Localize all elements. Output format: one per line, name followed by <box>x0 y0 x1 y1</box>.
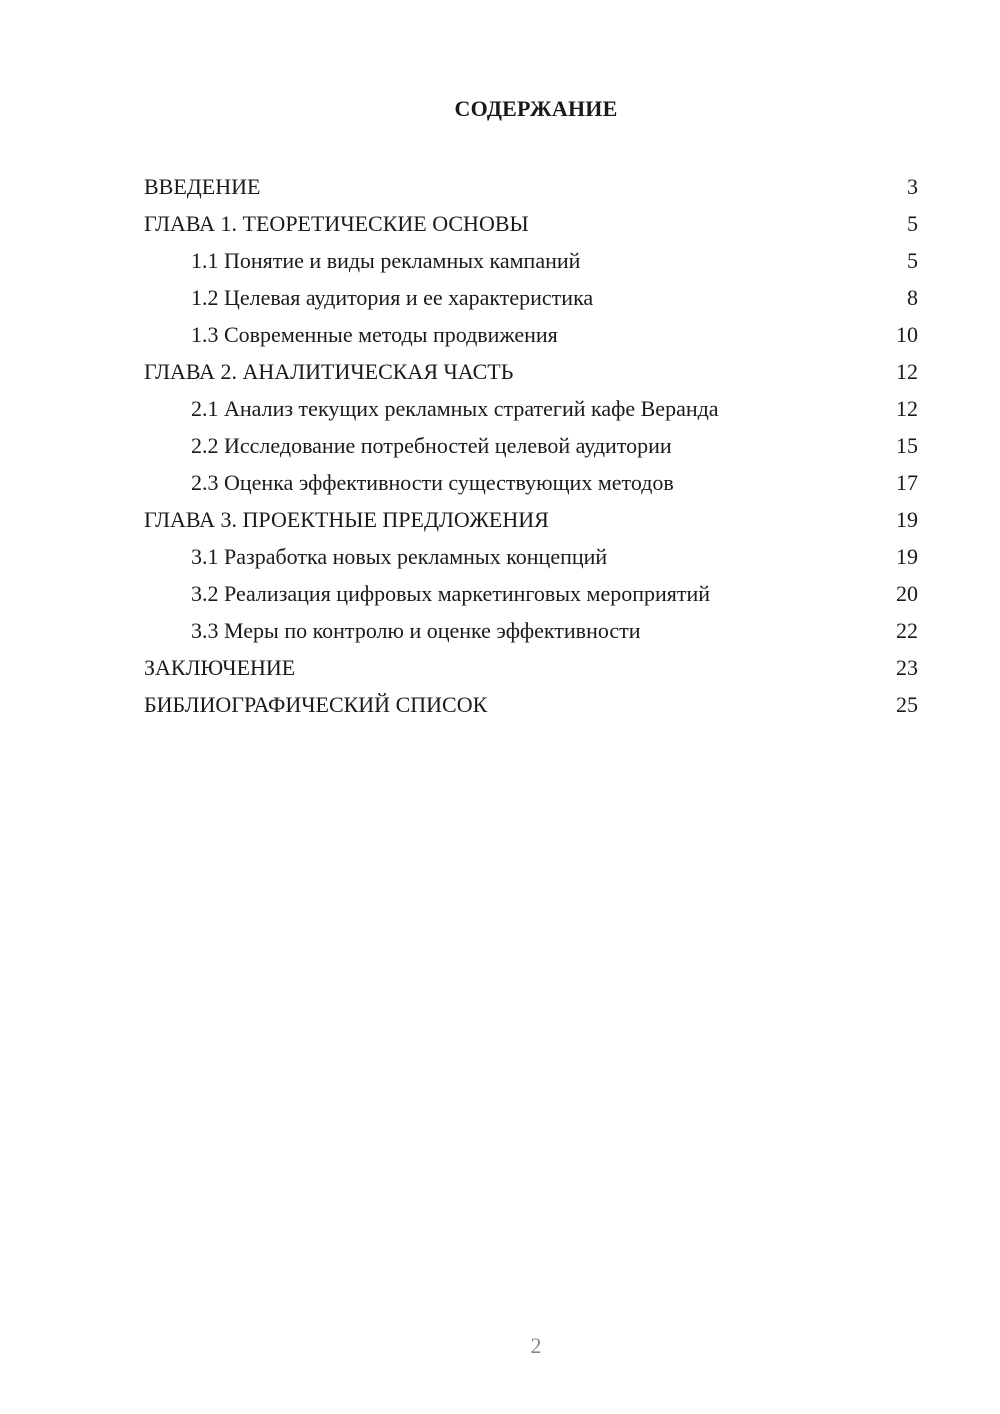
toc-entry-page: 12 <box>896 396 918 421</box>
toc-entry-label: 3.3 Меры по контролю и оценке эффективности <box>191 618 641 643</box>
toc-entry-section-1-2 <box>144 279 918 316</box>
toc-entry-page: 15 <box>896 433 918 458</box>
toc-entry-label: ГЛАВА 1. ТЕОРЕТИЧЕСКИЕ ОСНОВЫ <box>144 211 529 236</box>
table-of-contents <box>144 168 918 723</box>
toc-entry-label: 3.1 Разработка новых рекламных концепций <box>191 544 608 569</box>
toc-entry-section-3-1 <box>144 538 918 575</box>
toc-entry-section-2-2 <box>144 427 918 464</box>
toc-entry-section-2-3 <box>144 464 918 501</box>
toc-entry-label: 1.3 Современные методы продвижения <box>191 322 558 347</box>
toc-entry-section-1-1 <box>144 242 918 279</box>
toc-entry-chapter-2 <box>144 353 918 390</box>
toc-entry-label: 1.1 Понятие и виды рекламных кампаний <box>191 248 581 273</box>
toc-entry-label: БИБЛИОГРАФИЧЕСКИЙ СПИСОК <box>144 692 488 717</box>
toc-entry-page: 19 <box>896 544 918 569</box>
toc-entry-label: 1.2 Целевая аудитория и ее характеристика <box>191 285 594 310</box>
toc-entry-page: 25 <box>896 692 918 717</box>
toc-entry-label: 2.1 Анализ текущих рекламных стратегий кафе Веранда <box>191 396 719 421</box>
toc-entry-bibliography <box>144 686 918 723</box>
toc-entry-page: 20 <box>896 581 918 606</box>
toc-entry-page: 19 <box>896 507 918 532</box>
toc-entry-section-1-3 <box>144 316 918 353</box>
toc-entry-introduction <box>144 168 918 205</box>
toc-entry-conclusion <box>144 649 918 686</box>
toc-entry-page: 23 <box>896 655 918 680</box>
toc-entry-page: 22 <box>896 618 918 643</box>
toc-entry-section-3-2 <box>144 575 918 612</box>
toc-entry-label: ГЛАВА 2. АНАЛИТИЧЕСКАЯ ЧАСТЬ <box>144 359 514 384</box>
toc-entry-label: ЗАКЛЮЧЕНИЕ <box>144 655 296 680</box>
toc-entry-page: 8 <box>907 285 918 310</box>
page-number: 2 <box>530 1333 542 1358</box>
toc-entry-page: 3 <box>907 174 918 199</box>
toc-entry-label: 2.3 Оценка эффективности существующих методов <box>191 470 674 495</box>
toc-entry-page: 5 <box>907 211 918 236</box>
toc-entry-section-3-3 <box>144 612 918 649</box>
toc-entry-page: 12 <box>896 359 918 384</box>
toc-entry-chapter-3 <box>144 501 918 538</box>
toc-entry-label: ВВЕДЕНИЕ <box>144 174 261 199</box>
toc-title: СОДЕРЖАНИЕ <box>454 96 618 121</box>
toc-entry-label: 2.2 Исследование потребностей целевой аудитории <box>191 433 672 458</box>
toc-entry-page: 5 <box>907 248 918 273</box>
toc-entry-label: 3.2 Реализация цифровых маркетинговых мероприятий <box>191 581 711 606</box>
toc-entry-label: ГЛАВА 3. ПРОЕКТНЫЕ ПРЕДЛОЖЕНИЯ <box>144 507 549 532</box>
toc-entry-section-2-1 <box>144 390 918 427</box>
toc-entry-page: 10 <box>896 322 918 347</box>
toc-entry-chapter-1 <box>144 205 918 242</box>
toc-entry-page: 17 <box>896 470 918 495</box>
